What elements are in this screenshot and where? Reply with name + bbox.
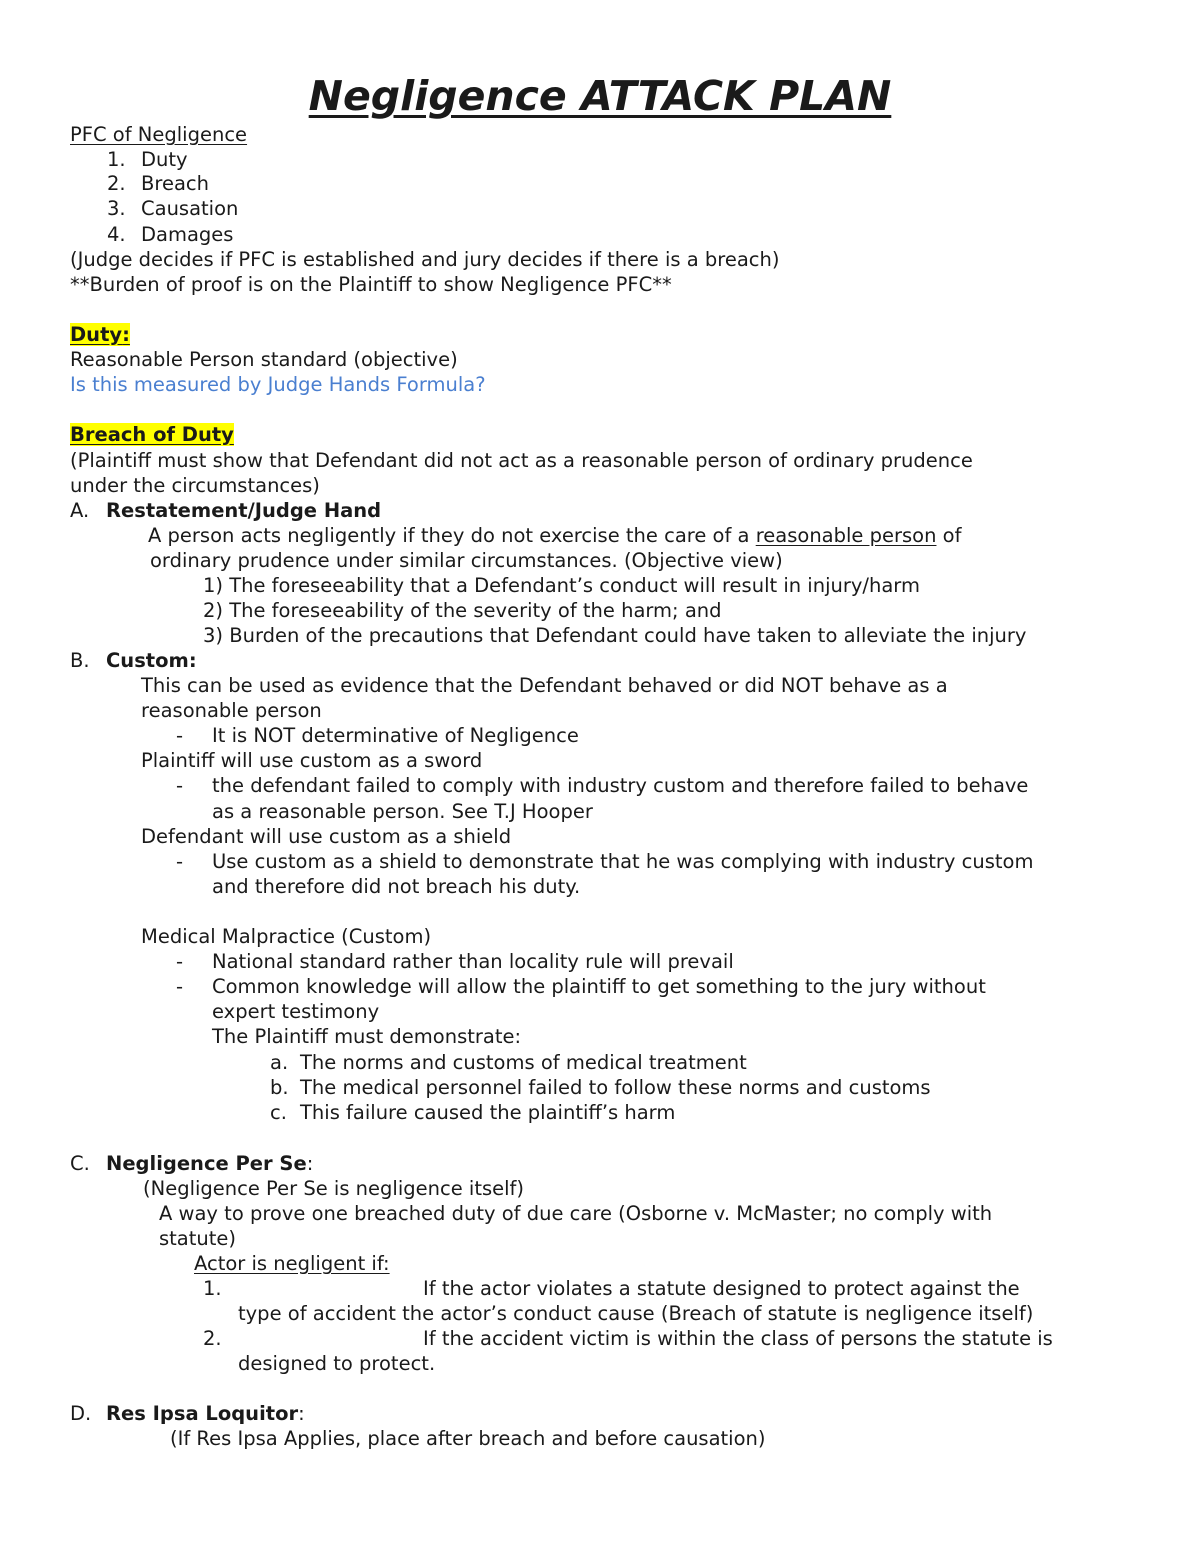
restatement-heading: Restatement/Judge Hand: [106, 499, 382, 522]
medical-national-standard: National standard rather than locality rule will prevail: [212, 950, 734, 973]
sub-marker: a.: [270, 1051, 289, 1074]
pfc-item-number: 3.: [107, 197, 126, 220]
heading-colon: :: [306, 1152, 314, 1175]
medical-malpractice-heading: Medical Malpractice (Custom): [141, 925, 432, 948]
reasonable-person-term: reasonable person: [755, 524, 937, 547]
per-se-condition-2-line1: If the accident victim is within the class of persons the statute is: [423, 1327, 1053, 1350]
per-se-number: 2.: [203, 1327, 222, 1350]
demonstrate-item-norms: The norms and customs of medical treatment: [300, 1051, 747, 1074]
pfc-item-number: 4.: [107, 223, 126, 246]
negligence-per-se-heading-text: Negligence Per Se: [106, 1152, 307, 1175]
section-marker-b: B.: [70, 649, 90, 672]
section-marker-c: C.: [70, 1152, 90, 1175]
custom-line1: This can be used as evidence that the Defendant behaved or did NOT behave as a: [141, 674, 948, 697]
pfc-note-judge-jury: (Judge decides if PFC is established and jury decides if there is a breach): [70, 248, 780, 271]
section-marker-d: D.: [70, 1402, 92, 1425]
breach-heading: [70, 422, 234, 447]
res-ipsa-note: (If Res Ipsa Applies, place after breach and before causation): [170, 1427, 766, 1450]
restatement-text: A person acts negligently if they do not exercise the care of a: [148, 524, 756, 547]
medical-common-knowledge-2: expert testimony: [212, 1000, 380, 1023]
dash-bullet: -: [176, 850, 184, 873]
duty-heading-text: Duty: [70, 323, 123, 346]
factor-severity: 2) The foreseeability of the severity of the harm; and: [203, 599, 722, 622]
per-se-condition-1-line2: type of accident the actor’s conduct cause (Breach of statute is negligence itself): [238, 1302, 1034, 1325]
section-marker-a: A.: [70, 499, 90, 522]
heading-colon: :: [298, 1402, 305, 1425]
per-se-way-line1: A way to prove one breached duty of due care (Osborne v. McMaster; no comply with: [159, 1202, 993, 1225]
breach-intro-line1: (Plaintiff must show that Defendant did not act as a reasonable person of ordinary prudence: [70, 449, 973, 472]
custom-sword: Plaintiff will use custom as a sword: [141, 749, 483, 772]
res-ipsa-heading-text: Res Ipsa Loquitor: [106, 1402, 299, 1425]
pfc-note-burden: **Burden of proof is on the Plaintiff to show Negligence PFC**: [70, 273, 672, 296]
actor-negligent-if: Actor is negligent if:: [194, 1252, 390, 1275]
pfc-item-number: 2.: [107, 172, 126, 195]
dash-bullet: -: [176, 774, 184, 797]
duty-heading-colon: :: [122, 323, 130, 346]
custom-not-determinative: It is NOT determinative of Negligence: [212, 724, 579, 747]
sub-marker: b.: [270, 1076, 289, 1099]
restatement-line2: ordinary prudence under similar circumstances. (Objective view): [150, 549, 783, 572]
breach-heading-text: Breach of Duty: [70, 423, 234, 446]
duty-question: Is this measured by Judge Hands Formula?: [70, 373, 486, 396]
pfc-item-duty: Duty: [141, 148, 188, 171]
pfc-item-damages: Damages: [141, 223, 234, 246]
per-se-condition-2-line2: designed to protect.: [238, 1352, 436, 1375]
custom-heading: Custom:: [106, 649, 197, 672]
per-se-way-line2: statute): [159, 1227, 237, 1250]
dash-bullet: -: [176, 975, 184, 998]
pfc-item-causation: Causation: [141, 197, 239, 220]
per-se-definition: (Negligence Per Se is negligence itself): [143, 1177, 525, 1200]
restatement-line1: [148, 523, 961, 548]
demonstrate-item-caused: This failure caused the plaintiff’s harm: [300, 1101, 676, 1124]
per-se-number: 1.: [203, 1277, 222, 1300]
custom-sword-detail-1: the defendant failed to comply with industry custom and therefore failed to behave: [212, 774, 1029, 797]
duty-heading: [70, 322, 130, 347]
restatement-text: of: [936, 524, 962, 547]
custom-line2: reasonable person: [141, 699, 322, 722]
demonstrate-item-failed: The medical personnel failed to follow these norms and customs: [300, 1076, 931, 1099]
res-ipsa-heading: [106, 1401, 305, 1426]
page-title: Negligence ATTACK PLAN: [308, 72, 892, 120]
custom-shield-detail-2: and therefore did not breach his duty.: [212, 875, 581, 898]
dash-bullet: -: [176, 724, 184, 747]
medical-common-knowledge-1: Common knowledge will allow the plaintiff to get something to the jury without: [212, 975, 986, 998]
negligence-per-se-heading: [106, 1151, 313, 1176]
duty-standard: Reasonable Person standard (objective): [70, 348, 458, 371]
factor-foreseeability: 1) The foreseeability that a Defendant’s conduct will result in injury/harm: [203, 574, 920, 597]
breach-intro-line2: under the circumstances): [70, 474, 320, 497]
factor-burden: 3) Burden of the precautions that Defendant could have taken to alleviate the injury: [203, 624, 1027, 647]
custom-shield-detail-1: Use custom as a shield to demonstrate that he was complying with industry custom: [212, 850, 1034, 873]
plaintiff-must-demonstrate: The Plaintiff must demonstrate:: [212, 1025, 522, 1048]
pfc-heading: PFC of Negligence: [70, 123, 248, 146]
dash-bullet: -: [176, 950, 184, 973]
pfc-item-number: 1.: [107, 148, 126, 171]
sub-marker: c.: [270, 1101, 287, 1124]
per-se-condition-1-line1: If the actor violates a statute designed to protect against the: [423, 1277, 1020, 1300]
custom-shield: Defendant will use custom as a shield: [141, 825, 512, 848]
pfc-item-breach: Breach: [141, 172, 209, 195]
custom-sword-detail-2: as a reasonable person. See T.J Hooper: [212, 800, 593, 823]
